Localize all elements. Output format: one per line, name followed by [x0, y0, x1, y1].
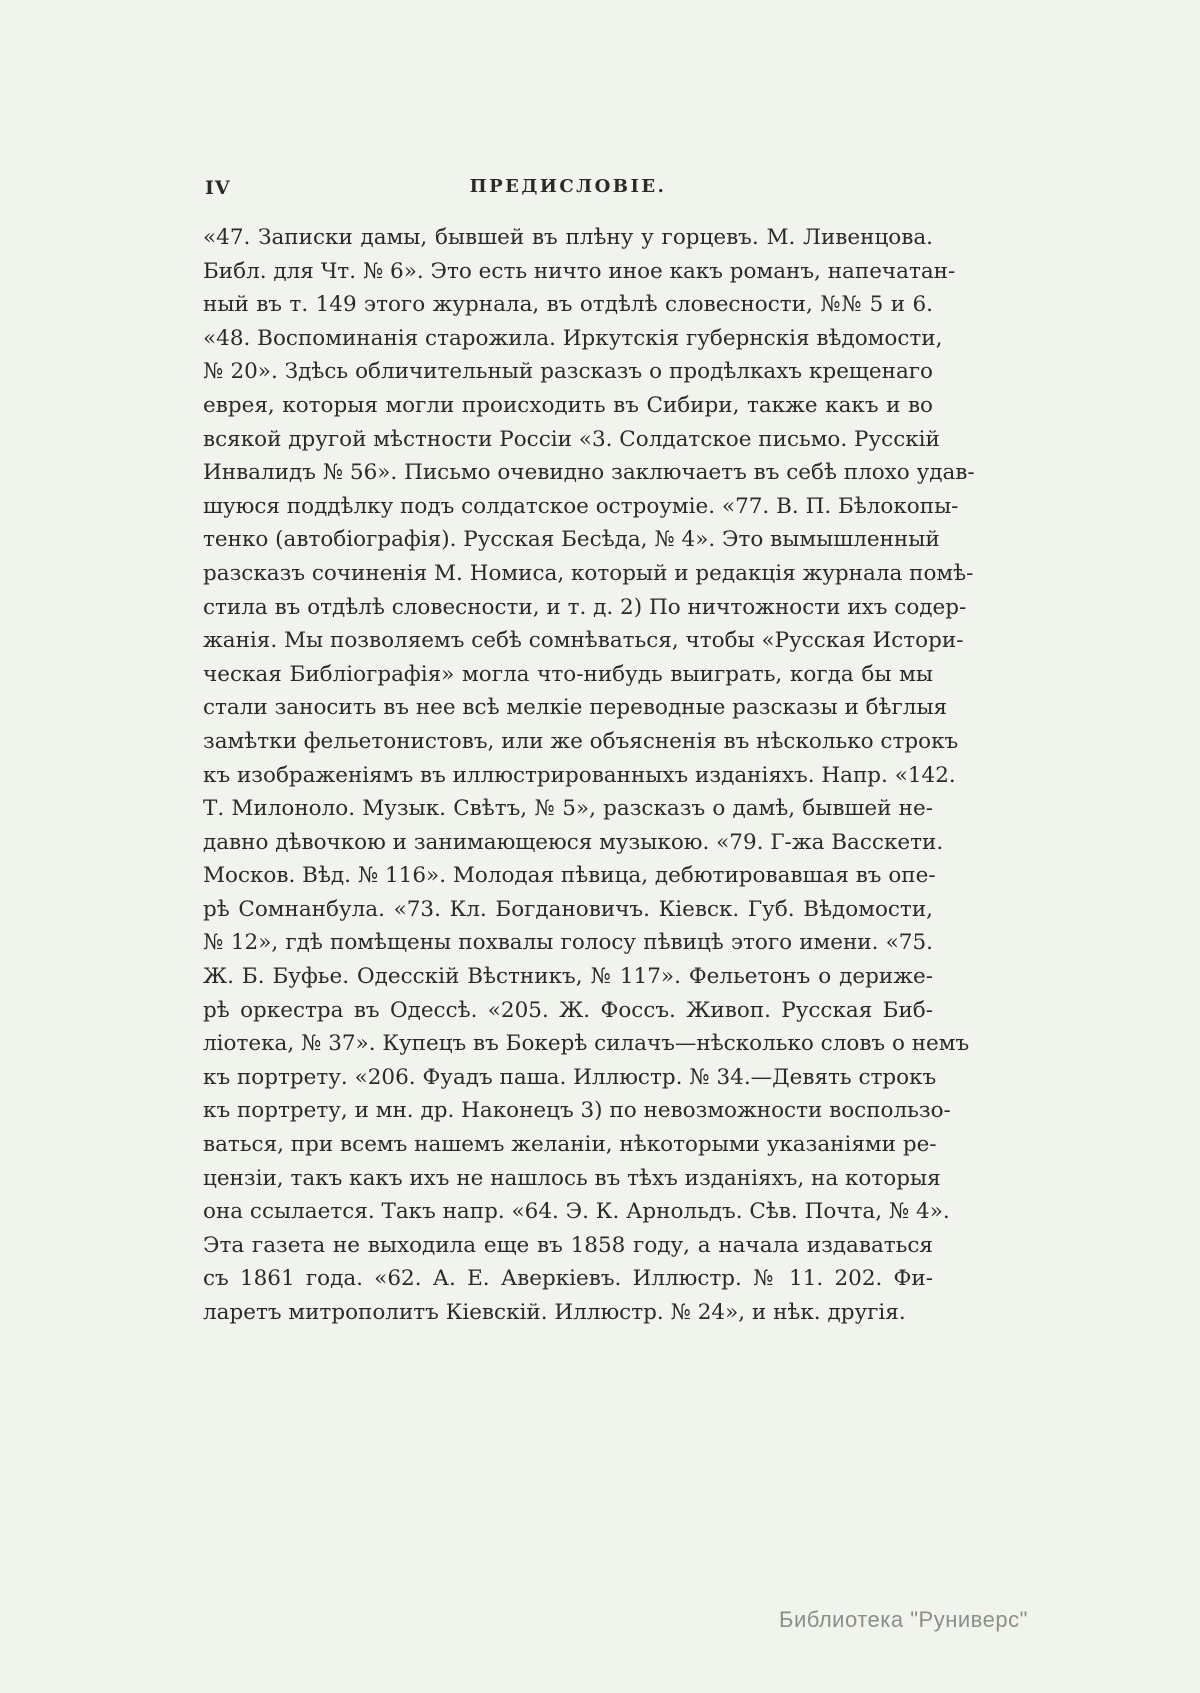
text-line: Инвалидъ № 56». Письмо очевидно заключаетъ въ себѣ плохо удав-: [203, 460, 975, 486]
text-line: тенко (автобіографія). Русская Бесѣда, № 4». Это вымышленный: [203, 527, 940, 553]
text-line: всякой другой мѣстности Россіи «3. Солдатское письмо. Русскій: [203, 426, 940, 452]
text-line: замѣтки фельетонистовъ, или же объясненія въ нѣсколько строкъ: [203, 728, 959, 754]
text-line: къ изображеніямъ въ иллюстрированныхъ изданіяхъ. Напр. «142.: [203, 762, 956, 788]
body-text: [203, 221, 975, 1330]
text-line: къ портрету. «206. Фуадъ паша. Иллюстр. № 34.—Девять строкъ: [203, 1064, 937, 1090]
watermark: Библиотека "Руниверс": [779, 1607, 1028, 1632]
text-line: ліотека, № 37». Купецъ въ Бокерѣ силачъ—нѣсколько словъ о немъ: [203, 1031, 970, 1057]
text-line: къ портрету, и мн. др. Наконецъ 3) по невозможности воспользо-: [203, 1098, 951, 1124]
text-line: еврея, которыя могли происходить въ Сибири, также какъ и во: [203, 392, 933, 418]
text-line: Библ. для Чт. № 6». Это есть ничто иное какъ романъ, напечатан-: [203, 258, 956, 284]
text-line: № 12», гдѣ помѣщены похвалы голосу пѣвицѣ этого имени. «75.: [203, 930, 933, 956]
text-line: цензіи, такъ какъ ихъ не нашлось въ тѣхъ изданіяхъ, на которыя: [203, 1165, 941, 1191]
text-line: Москов. Вѣд. № 116». Молодая пѣвица, дебютировавшая въ опе-: [203, 863, 936, 889]
text-line: «48. Воспоминанія старожила. Иркутскія губернскія вѣдомости,: [203, 325, 943, 351]
text-line: Т. Милоноло. Музык. Свѣтъ, № 5», разсказъ о дамѣ, бывшей не-: [203, 796, 933, 822]
page-header-title: ПРЕДИСЛОВІЕ.: [469, 176, 667, 197]
page-header: [203, 176, 933, 204]
text-line: № 20». Здѣсь обличительный разсказъ о продѣлкахъ крещенаго: [203, 359, 933, 385]
text-line: ный въ т. 149 этого журнала, въ отдѣлѣ словесности, №№ 5 и 6.: [203, 292, 933, 318]
text-line: разсказъ сочиненія М. Номиса, который и редакція журнала помѣ-: [203, 560, 974, 586]
text-line: Ж. Б. Буфье. Одесскій Вѣстникъ, № 117». Фельетонъ о дериже-: [203, 964, 933, 990]
text-line: давно дѣвочкою и занимающеюся музыкою. «79. Г-жа Васскети.: [203, 829, 944, 855]
text-line: шуюся поддѣлку подъ солдатское остроуміе. «77. В. П. Бѣлокопы-: [203, 493, 959, 519]
text-line: стали заносить въ нее всѣ мелкіе переводные разсказы и бѣглыя: [203, 695, 948, 721]
text-line: рѣ оркестра въ Одессѣ. «205. Ж. Фоссъ. Живоп. Русская Биб-: [203, 997, 933, 1023]
text-line: ческая Библіографія» могла что-нибудь выиграть, когда бы мы: [203, 661, 933, 687]
page-number: IV: [205, 177, 231, 199]
text-line: она ссылается. Такъ напр. «64. Э. К. Арнольдъ. Сѣв. Почта, № 4».: [203, 1199, 950, 1225]
text-line: Эта газета не выходила еще въ 1858 году, а начала издаваться: [203, 1232, 933, 1258]
text-line: ваться, при всемъ нашемъ желаніи, нѣкоторыми указаніями ре-: [203, 1132, 937, 1158]
text-line: съ 1861 года. «62. А. Е. Аверкіевъ. Иллюстр. № 11. 202. Фи-: [203, 1266, 933, 1292]
text-line: стила въ отдѣлѣ словесности, и т. д. 2) По ничтожности ихъ содер-: [203, 594, 967, 620]
text-line: ларетъ митрополитъ Кіевскій. Иллюстр. № 24», и нѣк. другія.: [203, 1300, 906, 1325]
text-line: рѣ Сомнанбула. «73. Кл. Богдановичъ. Кіевск. Губ. Вѣдомости,: [203, 896, 933, 922]
text-line: жанія. Мы позволяемъ себѣ сомнѣваться, чтобы «Русская Истори-: [203, 628, 964, 654]
text-line: «47. Записки дамы, бывшей въ плѣну у горцевъ. М. Ливенцова.: [203, 225, 933, 250]
